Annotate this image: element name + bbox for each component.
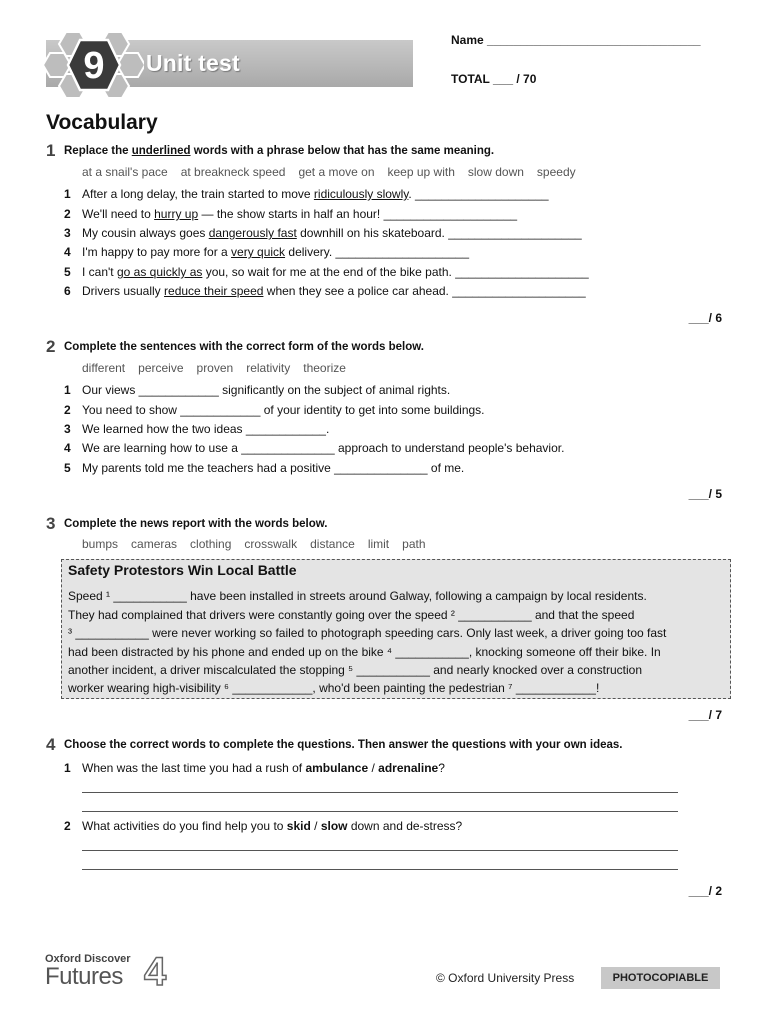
exercise-3-number: 3: [46, 514, 56, 533]
news-line[interactable]: another incident, a driver miscalculated the stopping ⁵ ___________ and nearly knocked over a construction: [68, 663, 643, 677]
word-bank-item: clothing: [190, 537, 232, 551]
word-bank-item: speedy: [536, 165, 576, 179]
word-bank-item: cameras: [131, 537, 178, 551]
exercise-1-instruction: Replace the underlined words with a phrase below that has the same meaning.: [64, 145, 495, 157]
exercise-4-instruction: Choose the correct words to complete the questions. Then answer the questions with your own ideas.: [64, 739, 623, 751]
choice-option[interactable]: ambulance: [305, 761, 369, 775]
exercise-4-number: 4: [46, 735, 56, 754]
word-bank-item: proven: [196, 361, 234, 375]
total-score: TOTAL ___ / 70: [451, 72, 537, 86]
hexagon-badge-icon: [44, 26, 144, 104]
exercise-3-word-bank: [82, 537, 439, 551]
word-bank-item: at breakneck speed: [180, 165, 286, 179]
exercise-3-instruction: Complete the news report with the words below.: [64, 518, 328, 530]
news-line[interactable]: worker wearing high-visibility ⁶ ____________, who'd been painting the pedestrian ⁷ ____________!: [68, 681, 600, 695]
section-heading: Vocabulary: [46, 111, 158, 134]
logo-subtitle: Oxford Discover: [45, 953, 131, 965]
answer-line[interactable]: [82, 869, 678, 870]
word-bank-item: distance: [310, 537, 355, 551]
word-bank-item: bumps: [82, 537, 119, 551]
copyright-notice: © Oxford University Press: [436, 971, 575, 985]
unit-title: Unit test: [146, 50, 240, 76]
choice-option[interactable]: slow: [320, 819, 348, 833]
news-line[interactable]: They had complained that drivers were constantly going over the speed ² ___________ and that the speed: [68, 608, 635, 622]
exercise-2-word-bank: [82, 361, 359, 375]
news-line[interactable]: Speed ¹ ___________ have been installed in streets around Galway, following a campaign by local residents.: [68, 589, 647, 603]
unit-number: 9: [83, 45, 105, 87]
news-line[interactable]: ³ ___________ were never working so failed to photograph speeding cars. Only last week, a driver going too fast: [68, 626, 667, 640]
answer-line[interactable]: [82, 811, 678, 812]
word-bank-item: different: [82, 361, 126, 375]
logo-level-number: 4: [144, 950, 167, 994]
word-bank-item: get a move on: [298, 165, 375, 179]
exercise-1-score: ___/ 6: [688, 311, 722, 325]
news-title: Safety Protestors Win Local Battle: [68, 562, 297, 578]
exercise-1-number: 1: [46, 141, 56, 160]
exercise-1-word-bank: [82, 165, 589, 179]
photocopiable-label: PHOTOCOPIABLE: [601, 967, 720, 989]
exercise-2-instruction: Complete the sentences with the correct form of the words below.: [64, 341, 424, 353]
answer-line[interactable]: [82, 792, 678, 793]
exercise-3-score: ___/ 7: [688, 708, 722, 722]
logo-title: Futures: [45, 963, 123, 990]
choice-option[interactable]: adrenaline: [378, 761, 439, 775]
name-field[interactable]: Name ________________________________: [451, 33, 701, 47]
word-bank-item: relativity: [246, 361, 291, 375]
exercise-2-number: 2: [46, 337, 56, 356]
news-line[interactable]: had been distracted by his phone and ended up on the bike ⁴ ___________, knocking someone off their bike. In: [68, 645, 661, 659]
word-bank-item: perceive: [138, 361, 184, 375]
answer-line[interactable]: [82, 850, 678, 851]
exercise-2-score: ___/ 5: [688, 487, 722, 501]
word-bank-item: path: [402, 537, 426, 551]
word-bank-item: at a snail's pace: [82, 165, 168, 179]
exercise-4-score: ___/ 2: [688, 884, 722, 898]
word-bank-item: keep up with: [387, 165, 455, 179]
word-bank-item: limit: [367, 537, 390, 551]
word-bank-item: crosswalk: [244, 537, 298, 551]
word-bank-item: slow down: [467, 165, 524, 179]
choice-option[interactable]: skid: [286, 819, 311, 833]
word-bank-item: theorize: [303, 361, 346, 375]
